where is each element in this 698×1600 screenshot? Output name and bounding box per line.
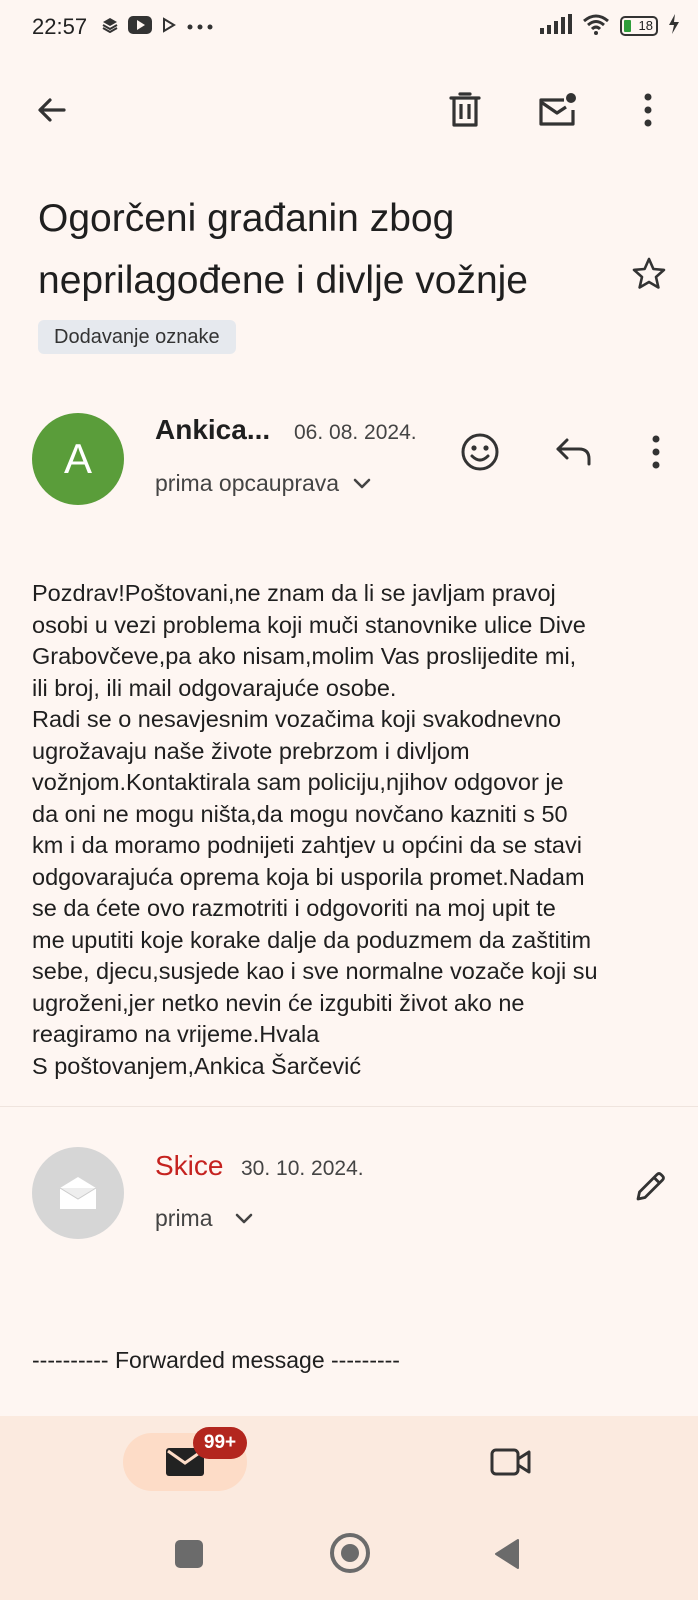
body-line: Pozdrav!Poštovani,ne znam da li se javljam pravoj [32, 580, 556, 606]
reply-icon [555, 437, 593, 467]
body-line: sebe, djecu,susjede kao i sve normalne vozače koji su [32, 958, 598, 984]
status-left-icons [102, 14, 214, 40]
wifi-icon [582, 13, 610, 40]
recent-apps-button[interactable] [175, 1540, 203, 1568]
message-date: 06. 08. 2024. [294, 421, 417, 444]
body-line: me uputiti koje korake dalje da poduzmem da zaštitim [32, 926, 592, 953]
body-line: ugrožavaju naše živote prebrzom i divljom [32, 737, 470, 764]
unread-count-badge: 99+ [193, 1427, 247, 1459]
meet-tab[interactable] [487, 1438, 535, 1486]
draft-envelope-icon [57, 1174, 99, 1212]
add-label-chip[interactable]: Dodavanje oznake [38, 320, 236, 354]
more-vertical-icon [651, 435, 661, 469]
recipient-details-toggle[interactable] [155, 470, 371, 497]
back-button[interactable] [28, 86, 76, 134]
subject-line-2: neprilagođene i divlje vožnje [38, 259, 528, 302]
message-divider [0, 1106, 698, 1107]
message-body [32, 578, 672, 1082]
body-line: Grabovčeve,pa ako nisam,molim Vas proslijedite mi, [32, 643, 577, 669]
forwarded-message-header: ---------- Forwarded message --------- [32, 1347, 400, 1373]
home-dot [341, 1544, 359, 1562]
draft-label[interactable]: Skice [155, 1150, 224, 1181]
battery-icon: 18 [620, 16, 658, 36]
body-line: reagiramo na vrijeme.Hvala [32, 1021, 320, 1047]
body-line: ugroženi,jer netko nevin će izgubiti život ako ne [32, 989, 525, 1016]
more-options-button[interactable] [624, 86, 672, 134]
draft-recipient-toggle[interactable] [155, 1205, 253, 1232]
message-more-button[interactable] [632, 428, 680, 476]
sender-name[interactable]: Ankica... [155, 414, 271, 445]
body-line: Radi se o nesavjesnim vozačima koji svakodnevno [32, 706, 562, 732]
more-dots-icon [186, 18, 214, 36]
home-button[interactable] [330, 1533, 370, 1573]
body-line: km i da moramo podnijeti zahtjev u općini da se stavi [32, 832, 582, 858]
subject-line-1: Ogorčeni građanin zbog [38, 197, 455, 240]
status-right-icons [540, 12, 680, 40]
body-line: se da ćete ovo razmotriti i odgovoriti na moj upit te [32, 895, 556, 921]
draft-recipient-text: prima [155, 1205, 213, 1231]
chevron-down-icon [235, 1213, 253, 1225]
signal-icon [540, 14, 572, 39]
body-line: ili broj, ili mail odgovarajuće osobe. [32, 674, 397, 701]
sender-avatar[interactable]: A [32, 413, 124, 505]
edit-draft-button[interactable] [627, 1162, 675, 1210]
draft-date: 30. 10. 2024. [241, 1157, 364, 1180]
arrow-left-icon [34, 92, 70, 128]
more-vertical-icon [643, 93, 653, 127]
video-icon [490, 1447, 532, 1477]
star-button[interactable] [625, 250, 673, 298]
layers-icon [102, 17, 118, 38]
delete-button[interactable] [441, 86, 489, 134]
play-icon [162, 17, 176, 38]
chevron-down-icon [353, 478, 371, 490]
recipient-text: prima opcauprava [155, 470, 340, 496]
youtube-icon [128, 16, 152, 39]
email-subject [38, 188, 618, 312]
body-line: S poštovanjem,Ankica Šarčević [32, 1052, 362, 1079]
system-back-button[interactable] [493, 1538, 521, 1575]
triangle-back-icon [493, 1538, 521, 1570]
reply-button[interactable] [550, 428, 598, 476]
mark-unread-button[interactable] [534, 86, 582, 134]
star-icon [631, 256, 667, 292]
body-line: osobi u vezi problema koji muči stanovnike ulice Dive [32, 611, 586, 638]
body-line: vožnjom.Kontaktirala sam policiju,njihov odgovor je [32, 769, 564, 795]
charging-icon [668, 14, 680, 39]
body-line: odgovarajuća oprema koja bi usporila promet.Nadam [32, 863, 585, 890]
status-time: 22:57 [32, 14, 88, 39]
mail-unread-icon [538, 92, 578, 128]
emoji-icon [460, 432, 500, 472]
body-line: da oni ne mogu ništa,da mogu novčano kazniti s 50 [32, 800, 568, 827]
trash-icon [449, 92, 481, 128]
react-emoji-button[interactable] [456, 428, 504, 476]
draft-avatar [32, 1147, 124, 1239]
pencil-icon [633, 1168, 669, 1204]
